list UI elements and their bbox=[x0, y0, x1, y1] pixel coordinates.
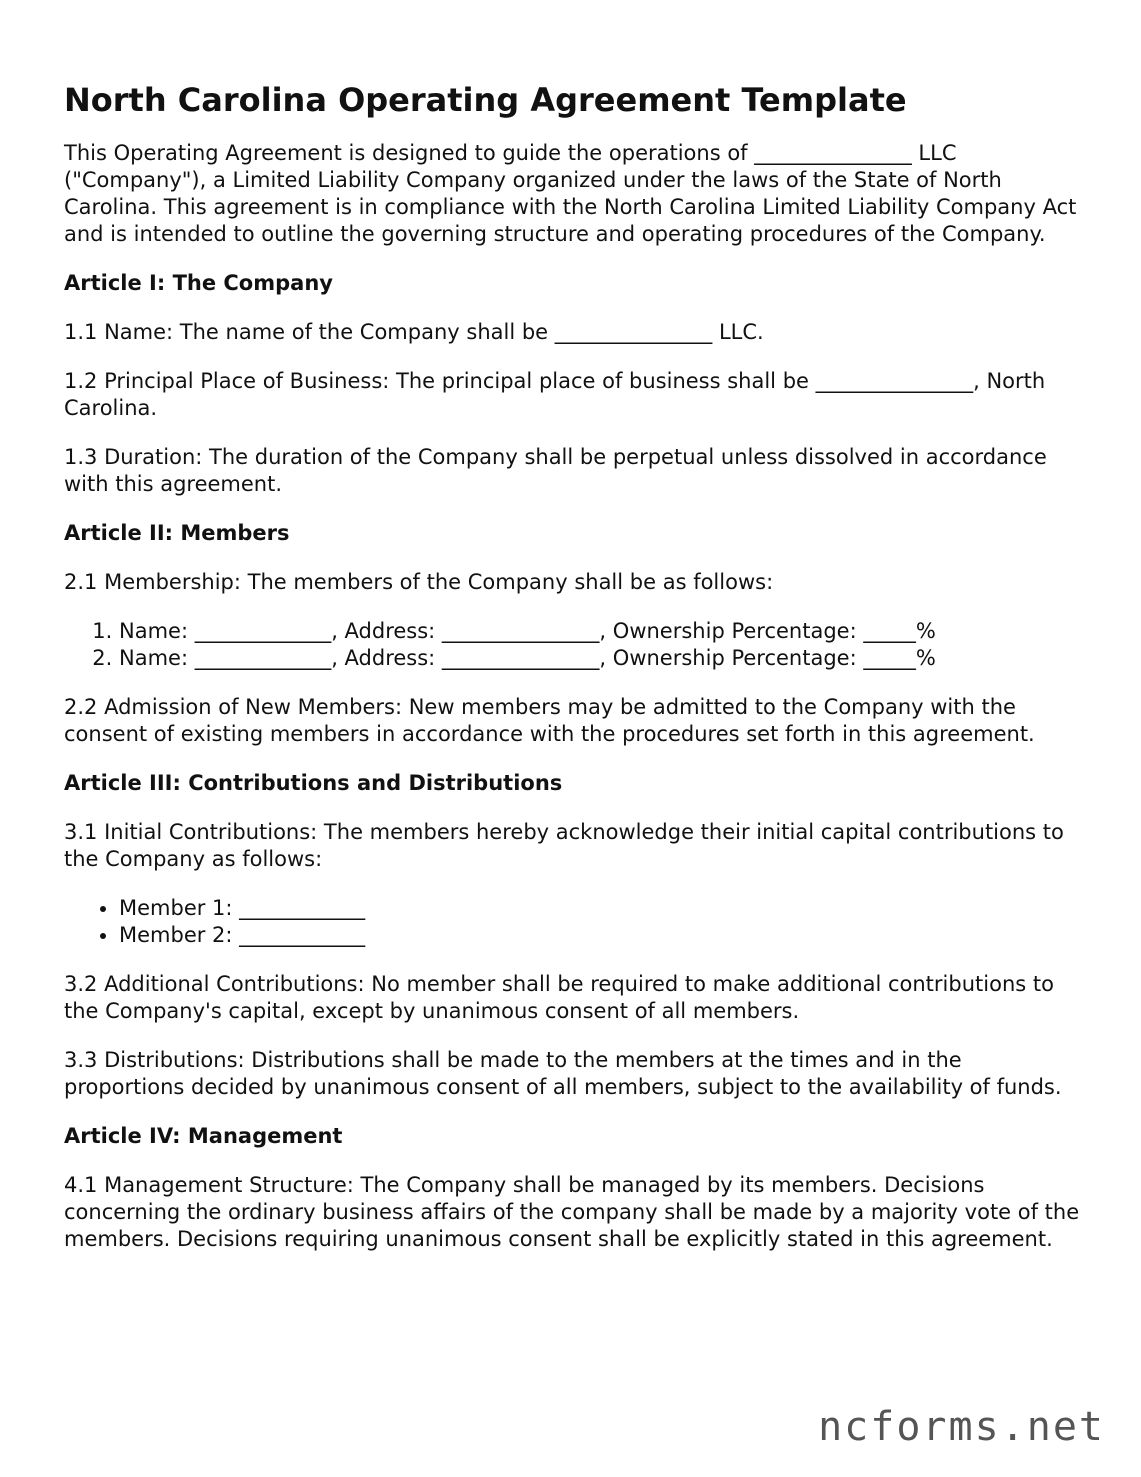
document-title: North Carolina Operating Agreement Template bbox=[64, 81, 907, 119]
section-4-1: 4.1 Management Structure: The Company shall be managed by its members. Decisions concerning the ordinary business affairs of the company shall be made by a majority vote of the members. Decisions requiring unanimous consent shall be explicitly stated in this agreement. bbox=[64, 1173, 1080, 1251]
section-2-1: 2.1 Membership: The members of the Company shall be as follows: bbox=[64, 570, 774, 594]
section-1-3: 1.3 Duration: The duration of the Company shall be perpetual unless dissolved in accordance with this agreement. bbox=[64, 445, 1047, 496]
member-item: 1. Name: _____________, Address: _______________, Ownership Percentage: _____% bbox=[119, 618, 1084, 645]
article-1-heading: Article I: The Company bbox=[64, 271, 333, 295]
contribution-item: • Member 1: ____________ bbox=[119, 895, 1084, 922]
members-list bbox=[64, 618, 1084, 672]
article-4-heading: Article IV: Management bbox=[64, 1124, 343, 1148]
contribution-item: • Member 2: ____________ bbox=[119, 922, 1084, 949]
section-3-3: 3.3 Distributions: Distributions shall be made to the members at the times and in the proportions decided by unanimous consent of all members, subject to the availability of funds. bbox=[64, 1048, 1062, 1099]
section-3-2: 3.2 Additional Contributions: No member shall be required to make additional contributions to the Company's capital, except by unanimous consent of all members. bbox=[64, 972, 1054, 1023]
section-1-1: 1.1 Name: The name of the Company shall be _______________ LLC. bbox=[64, 320, 764, 344]
intro-paragraph: This Operating Agreement is designed to guide the operations of _______________ LLC ("Company"), a Limited Liability Company organized under the laws of the State of North Carolina. This agreement is in compliance with the North Carolina Limited Liability Company Act and is intended to outline the governing structure and operating procedures of the Company. bbox=[64, 141, 1077, 246]
section-2-2: 2.2 Admission of New Members: New members may be admitted to the Company with the consent of existing members in accordance with the procedures set forth in this agreement. bbox=[64, 695, 1035, 746]
article-2-heading: Article II: Members bbox=[64, 521, 290, 545]
site-watermark: ncforms.net bbox=[818, 1404, 1105, 1450]
section-1-2: 1.2 Principal Place of Business: The principal place of business shall be _______________, North Carolina. bbox=[64, 369, 1046, 420]
article-3-heading: Article III: Contributions and Distributions bbox=[64, 771, 563, 795]
document-page bbox=[64, 74, 1084, 1275]
member-item: 2. Name: _____________, Address: _______________, Ownership Percentage: _____% bbox=[119, 645, 1084, 672]
contributions-list bbox=[64, 895, 1084, 949]
section-3-1: 3.1 Initial Contributions: The members hereby acknowledge their initial capital contributions to the Company as follows: bbox=[64, 820, 1064, 871]
